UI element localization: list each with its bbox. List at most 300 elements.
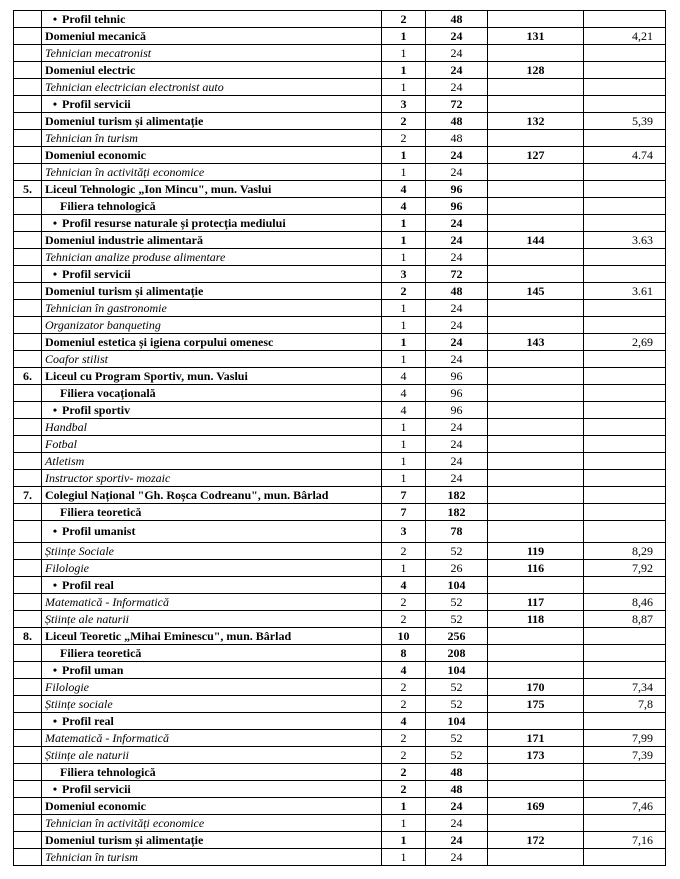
table-row [14, 521, 666, 543]
grade-cell: 7,99 [584, 730, 666, 747]
classes-cell: 1 [382, 45, 426, 62]
row-label: Tehnician analize produse alimentare [45, 249, 226, 264]
row-number-cell [14, 781, 42, 798]
places-cell: 72 [426, 96, 488, 113]
classes-cell: 1 [382, 164, 426, 181]
places-cell: 24 [426, 419, 488, 436]
places-cell: 24 [426, 164, 488, 181]
places-cell: 24 [426, 849, 488, 866]
grade-cell [584, 419, 666, 436]
places-cell: 24 [426, 798, 488, 815]
places-cell: 52 [426, 747, 488, 764]
classes-cell: 1 [382, 419, 426, 436]
places-cell: 96 [426, 368, 488, 385]
code-cell: 131 [488, 28, 584, 45]
table-row [14, 815, 666, 832]
row-name-cell [42, 249, 382, 266]
row-name-cell [42, 11, 382, 28]
places-cell: 24 [426, 815, 488, 832]
places-cell: 208 [426, 645, 488, 662]
row-name-cell [42, 849, 382, 866]
places-cell: 24 [426, 62, 488, 79]
places-cell: 24 [426, 249, 488, 266]
code-cell: 132 [488, 113, 584, 130]
grade-cell [584, 815, 666, 832]
table-row [14, 300, 666, 317]
row-label: Domeniul turism și alimentație [45, 283, 204, 298]
row-number-cell [14, 560, 42, 577]
code-cell [488, 504, 584, 521]
row-name-cell [42, 645, 382, 662]
code-cell [488, 849, 584, 866]
row-number-cell [14, 713, 42, 730]
row-number-cell [14, 334, 42, 351]
row-name-cell [42, 470, 382, 487]
row-number-cell [14, 504, 42, 521]
classes-cell: 2 [382, 543, 426, 560]
classes-cell: 1 [382, 232, 426, 249]
table-row [14, 317, 666, 334]
row-label: Profil sportiv [62, 402, 131, 417]
row-label: Fotbal [45, 436, 77, 451]
classes-cell: 1 [382, 28, 426, 45]
row-number-cell [14, 470, 42, 487]
places-cell: 24 [426, 300, 488, 317]
places-cell: 24 [426, 832, 488, 849]
places-cell: 48 [426, 130, 488, 147]
table-row [14, 577, 666, 594]
row-number-cell: 6. [14, 368, 42, 385]
code-cell: 119 [488, 543, 584, 560]
table-row [14, 747, 666, 764]
table-row [14, 849, 666, 866]
document-page [13, 10, 666, 866]
grade-cell [584, 300, 666, 317]
row-name-cell [42, 781, 382, 798]
row-name-cell [42, 628, 382, 645]
classes-cell: 1 [382, 79, 426, 96]
row-name-cell [42, 79, 382, 96]
row-name-cell [42, 266, 382, 283]
table-row [14, 164, 666, 181]
bullet-icon: • [52, 713, 58, 728]
row-number-cell [14, 198, 42, 215]
table-row [14, 283, 666, 300]
row-label: Profil real [62, 713, 114, 728]
grade-cell: 8,29 [584, 543, 666, 560]
grade-cell [584, 79, 666, 96]
row-name-cell [42, 113, 382, 130]
table-row [14, 832, 666, 849]
code-cell: 143 [488, 334, 584, 351]
table-row [14, 798, 666, 815]
row-label: Tehnician electrician electronist auto [45, 79, 224, 94]
row-label: Domeniul economic [45, 147, 146, 162]
grade-cell: 3.63 [584, 232, 666, 249]
code-cell [488, 351, 584, 368]
places-cell: 48 [426, 781, 488, 798]
places-cell: 256 [426, 628, 488, 645]
row-name-cell [42, 611, 382, 628]
code-cell [488, 453, 584, 470]
row-number-cell [14, 113, 42, 130]
places-cell: 26 [426, 560, 488, 577]
table-row [14, 696, 666, 713]
grade-cell [584, 45, 666, 62]
row-number-cell [14, 453, 42, 470]
grade-cell [584, 317, 666, 334]
row-number-cell [14, 815, 42, 832]
row-name-cell [42, 679, 382, 696]
table-row [14, 594, 666, 611]
row-number-cell [14, 232, 42, 249]
places-cell: 24 [426, 334, 488, 351]
code-cell [488, 215, 584, 232]
row-name-cell [42, 504, 382, 521]
classes-cell: 4 [382, 385, 426, 402]
row-label: Tehnician în activități economice [45, 164, 205, 179]
row-label: Colegiul Național "Gh. Roșca Codreanu", mun. Bârlad [45, 487, 329, 502]
classes-cell: 2 [382, 679, 426, 696]
row-number-cell [14, 577, 42, 594]
table-row [14, 266, 666, 283]
row-number-cell [14, 96, 42, 113]
grade-cell [584, 436, 666, 453]
row-number-cell [14, 696, 42, 713]
row-number-cell [14, 402, 42, 419]
classes-cell: 10 [382, 628, 426, 645]
row-name-cell [42, 130, 382, 147]
row-label: Tehnician în gastronomie [45, 300, 167, 315]
grade-cell [584, 402, 666, 419]
row-number-cell [14, 164, 42, 181]
row-number-cell [14, 28, 42, 45]
row-name-cell [42, 832, 382, 849]
table-row [14, 130, 666, 147]
classes-cell: 1 [382, 300, 426, 317]
table-row [14, 28, 666, 45]
row-name-cell [42, 334, 382, 351]
code-cell: 117 [488, 594, 584, 611]
grade-cell [584, 130, 666, 147]
row-number-cell [14, 764, 42, 781]
grade-cell [584, 645, 666, 662]
bullet-icon: • [52, 96, 58, 111]
row-number-cell: 8. [14, 628, 42, 645]
code-cell: 172 [488, 832, 584, 849]
code-cell: 169 [488, 798, 584, 815]
bullet-icon: • [52, 524, 58, 538]
places-cell: 182 [426, 487, 488, 504]
row-name-cell [42, 730, 382, 747]
code-cell [488, 436, 584, 453]
grade-cell [584, 628, 666, 645]
row-number-cell [14, 747, 42, 764]
grade-cell [584, 453, 666, 470]
row-number-cell [14, 266, 42, 283]
classes-cell: 1 [382, 334, 426, 351]
bullet-icon: • [52, 11, 58, 26]
row-label: Profil servicii [62, 96, 131, 111]
row-label: Profil uman [62, 662, 124, 677]
places-cell: 52 [426, 696, 488, 713]
places-cell: 104 [426, 713, 488, 730]
classes-cell: 2 [382, 113, 426, 130]
table-row [14, 560, 666, 577]
row-name-cell [42, 419, 382, 436]
classes-cell: 1 [382, 815, 426, 832]
places-cell: 182 [426, 504, 488, 521]
row-label: Liceul Tehnologic „Ion Mincu", mun. Vaslui [45, 181, 272, 196]
places-cell: 48 [426, 113, 488, 130]
places-cell: 72 [426, 266, 488, 283]
row-name-cell [42, 696, 382, 713]
table-row [14, 249, 666, 266]
places-cell: 52 [426, 679, 488, 696]
classes-cell: 1 [382, 832, 426, 849]
grade-cell [584, 96, 666, 113]
grade-cell [584, 470, 666, 487]
row-name-cell [42, 798, 382, 815]
row-name-cell [42, 402, 382, 419]
row-label: Liceul Teoretic „Mihai Eminescu", mun. Bârlad [45, 628, 292, 643]
grade-cell [584, 504, 666, 521]
places-cell: 48 [426, 283, 488, 300]
classes-cell: 2 [382, 730, 426, 747]
row-label: Coafor stilist [45, 351, 109, 366]
places-cell: 24 [426, 79, 488, 96]
grade-cell: 7,34 [584, 679, 666, 696]
grade-cell [584, 849, 666, 866]
code-cell [488, 781, 584, 798]
grade-cell: 5,39 [584, 113, 666, 130]
grade-cell: 7,39 [584, 747, 666, 764]
row-name-cell [42, 560, 382, 577]
row-name-cell [42, 164, 382, 181]
row-label: Tehnician în turism [45, 849, 138, 864]
places-cell: 48 [426, 764, 488, 781]
row-label: Filologie [45, 560, 89, 575]
code-cell: 145 [488, 283, 584, 300]
code-cell [488, 645, 584, 662]
code-cell [488, 79, 584, 96]
classes-cell: 4 [382, 402, 426, 419]
table-row [14, 543, 666, 560]
classes-cell: 4 [382, 198, 426, 215]
row-number-cell [14, 849, 42, 866]
row-label: Profil umanist [62, 524, 136, 538]
classes-cell: 3 [382, 96, 426, 113]
table-row [14, 504, 666, 521]
grade-cell [584, 351, 666, 368]
places-cell: 52 [426, 594, 488, 611]
bullet-icon: • [52, 781, 58, 796]
table-row [14, 96, 666, 113]
table-row [14, 402, 666, 419]
table-row [14, 436, 666, 453]
row-number-cell [14, 679, 42, 696]
row-label: Tehnician în turism [45, 130, 138, 145]
table-row [14, 730, 666, 747]
grade-cell [584, 266, 666, 283]
row-number-cell [14, 521, 42, 543]
row-name-cell [42, 487, 382, 504]
row-number-cell [14, 594, 42, 611]
code-cell [488, 96, 584, 113]
grade-cell: 4,21 [584, 28, 666, 45]
table-row [14, 232, 666, 249]
grade-cell [584, 249, 666, 266]
row-name-cell [42, 300, 382, 317]
classes-cell: 1 [382, 453, 426, 470]
row-number-cell [14, 45, 42, 62]
places-cell: 96 [426, 181, 488, 198]
row-number-cell [14, 215, 42, 232]
grade-cell [584, 181, 666, 198]
row-name-cell [42, 436, 382, 453]
row-label: Atletism [45, 453, 85, 468]
row-number-cell [14, 543, 42, 560]
places-cell: 104 [426, 662, 488, 679]
classes-cell: 1 [382, 849, 426, 866]
row-label: Filiera teoretică [60, 504, 142, 519]
row-name-cell [42, 368, 382, 385]
classes-cell: 2 [382, 747, 426, 764]
row-label: Științe ale naturii [45, 747, 129, 762]
places-cell: 96 [426, 402, 488, 419]
classes-cell: 3 [382, 266, 426, 283]
table-row [14, 611, 666, 628]
row-name-cell [42, 764, 382, 781]
row-label: Profil tehnic [62, 11, 126, 26]
row-label: Profil servicii [62, 266, 131, 281]
classes-cell: 1 [382, 436, 426, 453]
row-label: Liceul cu Program Sportiv, mun. Vaslui [45, 368, 248, 383]
places-cell: 104 [426, 577, 488, 594]
row-label: Filiera tehnologică [60, 764, 156, 779]
classes-cell: 1 [382, 147, 426, 164]
classes-cell: 4 [382, 368, 426, 385]
row-label: Tehnician mecatronist [45, 45, 152, 60]
table-row [14, 679, 666, 696]
row-number-cell [14, 130, 42, 147]
table-row [14, 334, 666, 351]
classes-cell: 2 [382, 696, 426, 713]
table-row [14, 453, 666, 470]
row-number-cell [14, 351, 42, 368]
row-name-cell [42, 198, 382, 215]
classes-cell: 1 [382, 317, 426, 334]
classes-cell: 1 [382, 560, 426, 577]
table-row [14, 79, 666, 96]
places-cell: 96 [426, 385, 488, 402]
row-name-cell [42, 181, 382, 198]
row-name-cell [42, 453, 382, 470]
row-label: Tehnician în activități economice [45, 815, 205, 830]
grade-cell: 7,92 [584, 560, 666, 577]
classes-cell: 3 [382, 521, 426, 543]
table-row [14, 628, 666, 645]
bullet-icon: • [52, 266, 58, 281]
code-cell [488, 577, 584, 594]
row-name-cell [42, 577, 382, 594]
places-cell: 48 [426, 11, 488, 28]
row-label: Domeniul turism și alimentație [45, 113, 204, 128]
row-number-cell [14, 419, 42, 436]
row-name-cell [42, 713, 382, 730]
row-label: Domeniul turism și alimentație [45, 832, 204, 847]
row-name-cell [42, 317, 382, 334]
grade-cell [584, 487, 666, 504]
code-cell: 128 [488, 62, 584, 79]
code-cell [488, 130, 584, 147]
row-label: Domeniul estetica și igiena corpului omenesc [45, 334, 274, 349]
row-label: Organizator banqueting [45, 317, 161, 332]
row-number-cell [14, 645, 42, 662]
places-cell: 24 [426, 215, 488, 232]
grade-cell [584, 385, 666, 402]
row-number-cell [14, 62, 42, 79]
row-label: Profil servicii [62, 781, 131, 796]
row-label: Domeniul industrie alimentară [45, 232, 203, 247]
row-label: Domeniul mecanică [45, 28, 146, 43]
code-cell [488, 11, 584, 28]
code-cell [488, 628, 584, 645]
row-number-cell [14, 832, 42, 849]
code-cell: 175 [488, 696, 584, 713]
classes-cell: 4 [382, 713, 426, 730]
code-cell [488, 385, 584, 402]
places-cell: 24 [426, 147, 488, 164]
table-row [14, 713, 666, 730]
grade-cell [584, 164, 666, 181]
grade-cell [584, 368, 666, 385]
row-name-cell [42, 45, 382, 62]
code-cell: 144 [488, 232, 584, 249]
row-label: Domeniul economic [45, 798, 146, 813]
row-number-cell [14, 798, 42, 815]
classes-cell: 7 [382, 504, 426, 521]
row-number-cell: 7. [14, 487, 42, 504]
table-row [14, 45, 666, 62]
bullet-icon: • [52, 577, 58, 592]
classes-cell: 1 [382, 470, 426, 487]
code-cell: 170 [488, 679, 584, 696]
row-label: Filiera tehnologică [60, 198, 156, 213]
classes-cell: 2 [382, 764, 426, 781]
row-name-cell [42, 815, 382, 832]
places-cell: 24 [426, 45, 488, 62]
table-row [14, 470, 666, 487]
row-number-cell [14, 611, 42, 628]
table-row [14, 198, 666, 215]
places-cell: 24 [426, 453, 488, 470]
classes-cell: 2 [382, 594, 426, 611]
grade-cell [584, 764, 666, 781]
table-row [14, 215, 666, 232]
row-number-cell [14, 300, 42, 317]
row-number-cell [14, 385, 42, 402]
table-row [14, 181, 666, 198]
grade-cell [584, 11, 666, 28]
code-cell [488, 713, 584, 730]
code-cell [488, 164, 584, 181]
code-cell [488, 470, 584, 487]
admission-table [13, 10, 666, 866]
row-label: Profil real [62, 577, 114, 592]
table-row [14, 147, 666, 164]
table-row [14, 368, 666, 385]
